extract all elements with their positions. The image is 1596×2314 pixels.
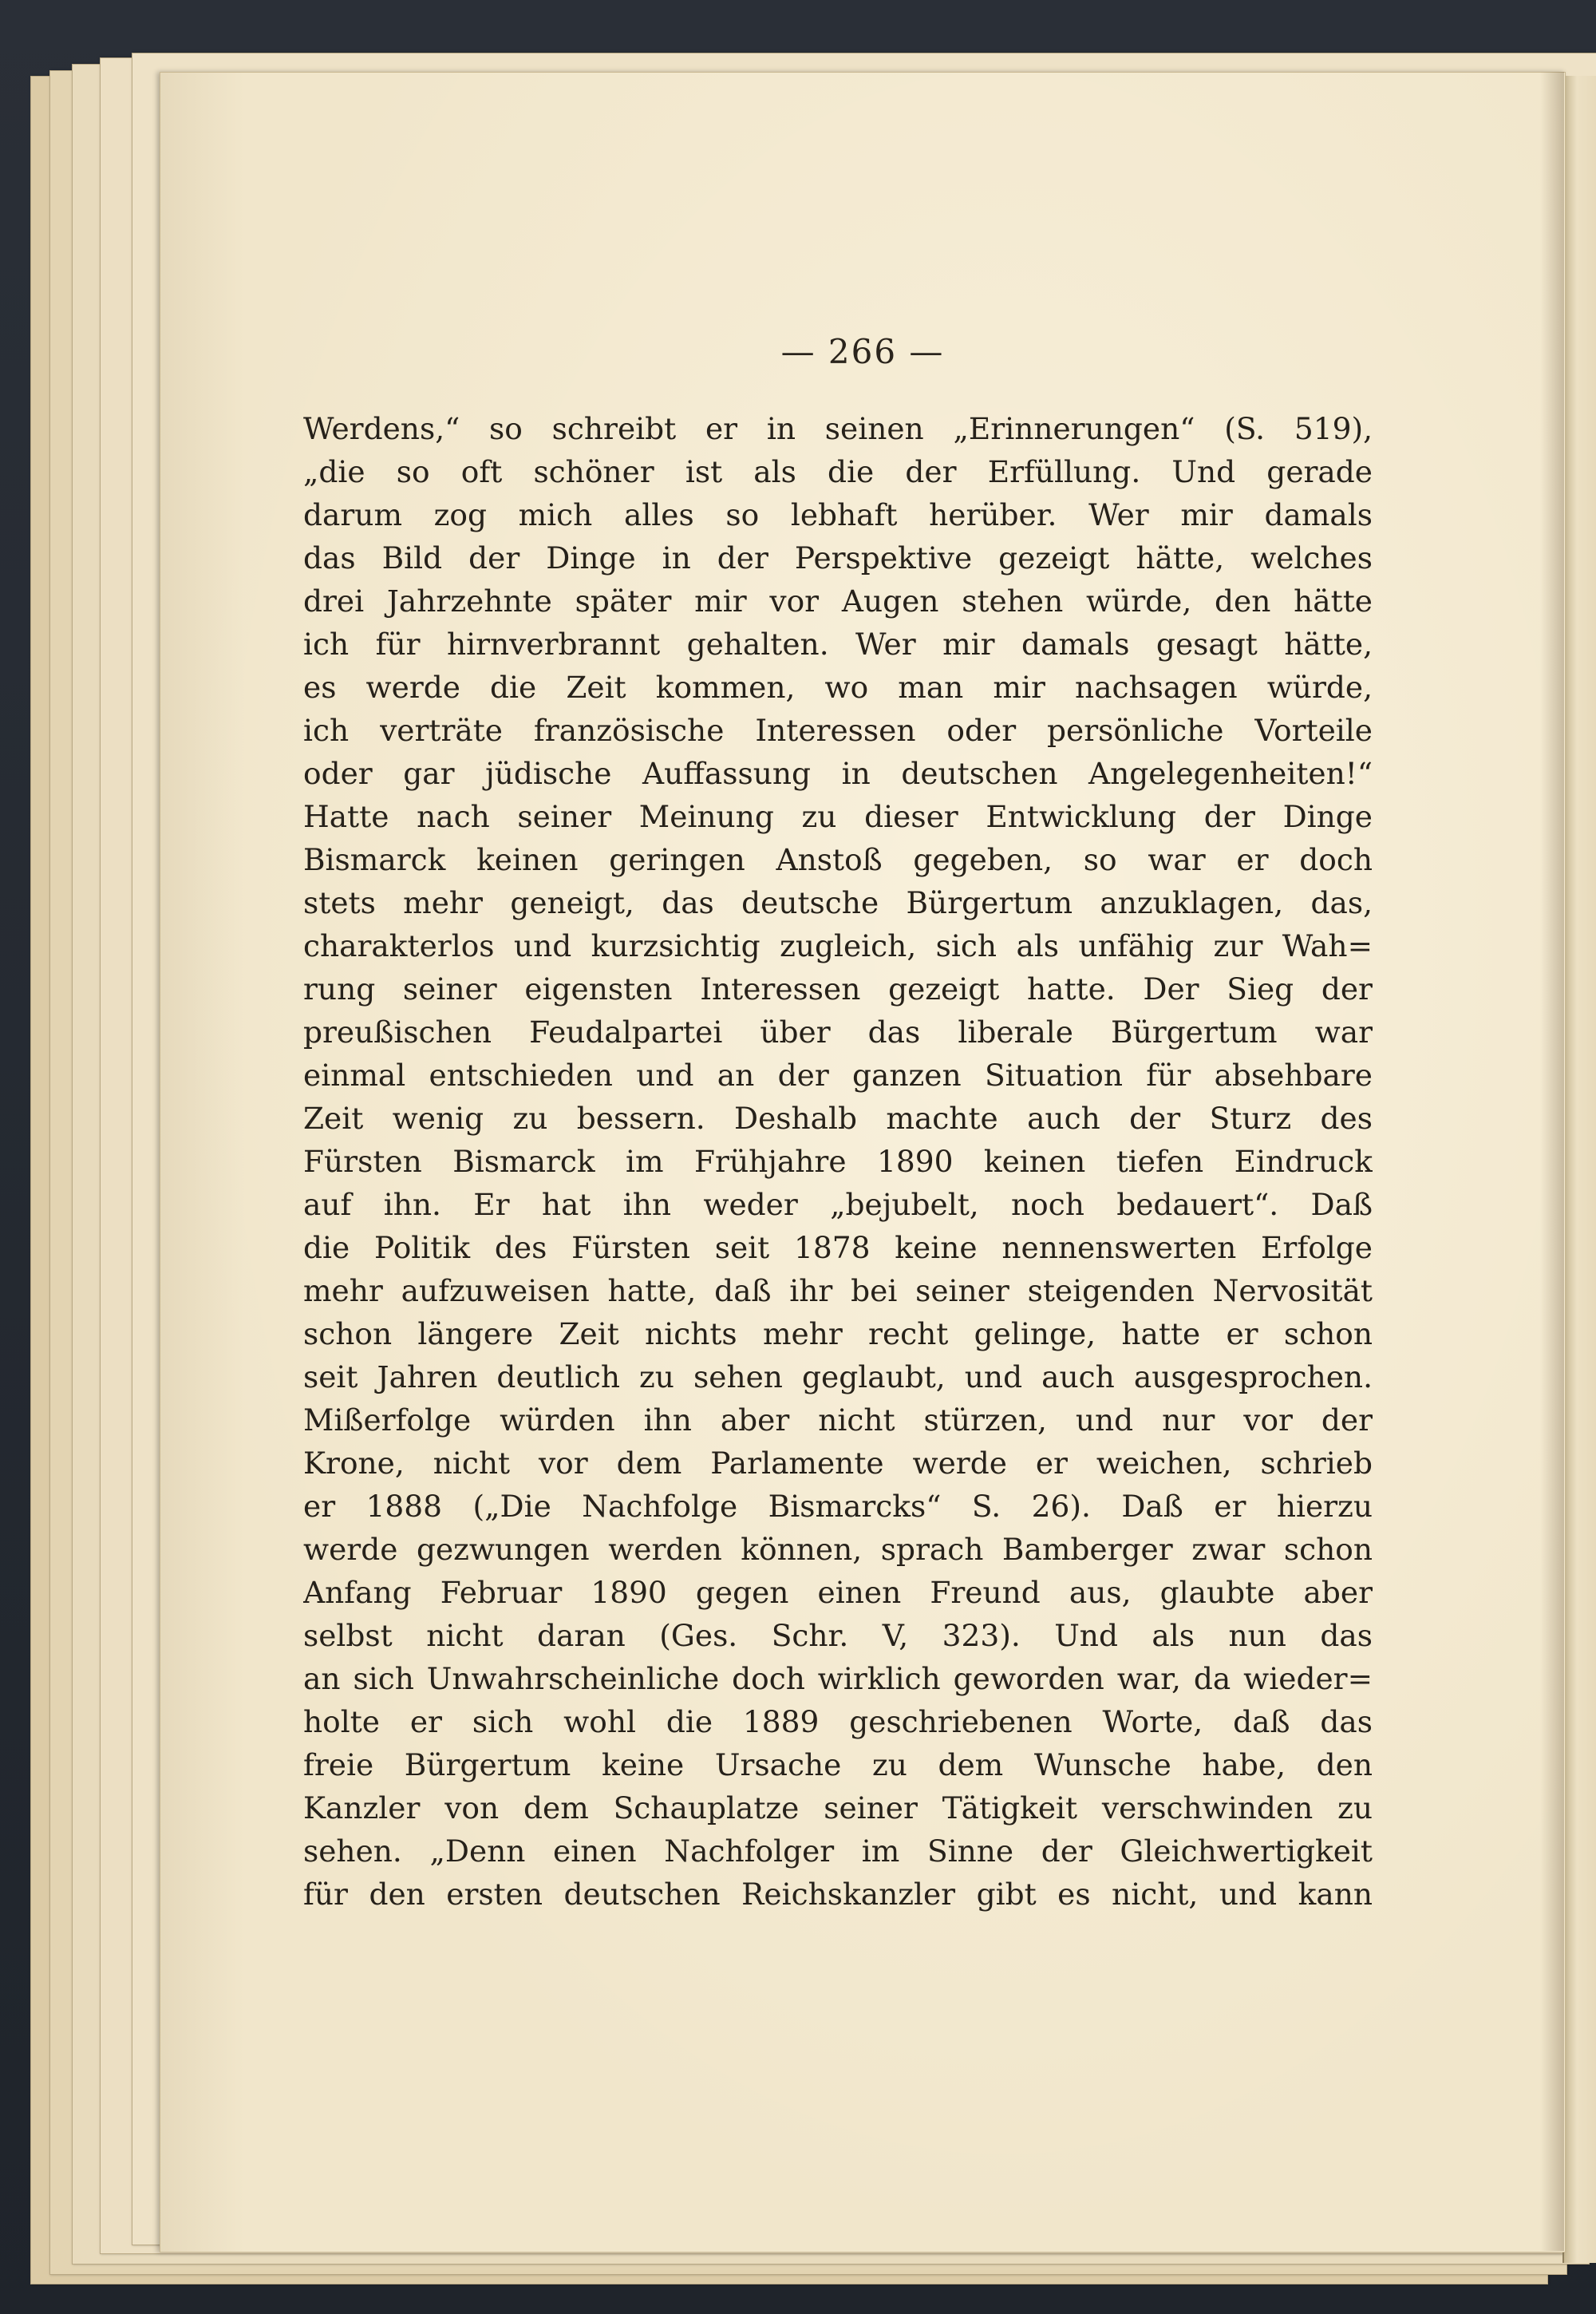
- text-line: Anfang Februar 1890 gegen einen Freund aus, glaubte aber: [303, 1575, 1373, 1610]
- text-line: rung seiner eigensten Interessen gezeigt hatte. Der Sieg der: [303, 971, 1373, 1007]
- text-line: selbst nicht daran (Ges. Schr. V, 323). Und als nun das: [303, 1618, 1373, 1653]
- text-line: auf ihn. Er hat ihn weder „bejubelt, noch bedauert“. Daß: [303, 1187, 1373, 1222]
- body-text: [303, 407, 1373, 1916]
- text-line: das Bild der Dinge in der Perspektive gezeigt hätte, welches: [303, 540, 1373, 576]
- text-line: Bismarck keinen geringen Anstoß gegeben, so war er doch: [303, 842, 1373, 877]
- text-line: „die so oft schöner ist als die der Erfüllung. Und gerade: [303, 454, 1373, 489]
- text-line: ich verträte französische Interessen oder persönliche Vorteile: [303, 713, 1373, 748]
- text-line: werde gezwungen werden können, sprach Bamberger zwar schon: [303, 1532, 1373, 1567]
- text-line: mehr aufzuweisen hatte, daß ihr bei seiner steigenden Nervosität: [303, 1273, 1373, 1308]
- text-line: einmal entschieden und an der ganzen Situation für absehbare: [303, 1058, 1373, 1093]
- text-line: seit Jahren deutlich zu sehen geglaubt, und auch ausgesprochen.: [303, 1359, 1373, 1394]
- text-line: Mißerfolge würden ihn aber nicht stürzen, und nur vor der: [303, 1402, 1373, 1438]
- page-number: — 266 —: [780, 332, 945, 371]
- text-line: freie Bürgertum keine Ursache zu dem Wunsche habe, den: [303, 1747, 1373, 1782]
- text-line: darum zog mich alles so lebhaft herüber. Wer mir damals: [303, 497, 1373, 532]
- text-line: sehen. „Denn einen Nachfolger im Sinne der Gleichwertigkeit: [303, 1833, 1373, 1869]
- text-line: es werde die Zeit kommen, wo man mir nachsagen würde,: [303, 670, 1373, 705]
- text-line: Fürsten Bismarck im Frühjahre 1890 keinen tiefen Eindruck: [303, 1144, 1373, 1179]
- text-line: Krone, nicht vor dem Parlamente werde er weichen, schrieb: [303, 1446, 1373, 1481]
- page-gutter: [1540, 72, 1564, 2251]
- text-line: er 1888 („Die Nachfolge Bismarcks“ S. 26). Daß er hierzu: [303, 1489, 1373, 1524]
- facing-page-edge: [1562, 76, 1596, 2263]
- text-line: an sich Unwahrscheinliche doch wirklich geworden war, da wieder=: [303, 1661, 1373, 1696]
- text-line: die Politik des Fürsten seit 1878 keine nennenswerten Erfolge: [303, 1230, 1373, 1265]
- text-line: schon längere Zeit nichts mehr recht gelinge, hatte er schon: [303, 1316, 1373, 1351]
- text-line: preußischen Feudalpartei über das liberale Bürgertum war: [303, 1015, 1373, 1050]
- text-line: für den ersten deutschen Reichskanzler gibt es nicht, und kann: [303, 1877, 1373, 1912]
- text-line: Zeit wenig zu bessern. Deshalb machte auch der Sturz des: [303, 1101, 1373, 1136]
- text-line: charakterlos und kurzsichtig zugleich, sich als unfähig zur Wah=: [303, 928, 1373, 963]
- text-line: holte er sich wohl die 1889 geschriebenen Worte, daß das: [303, 1704, 1373, 1739]
- text-line: Hatte nach seiner Meinung zu dieser Entwicklung der Dinge: [303, 799, 1373, 834]
- text-line: stets mehr geneigt, das deutsche Bürgertum anzuklagen, das,: [303, 885, 1373, 920]
- text-line: Werdens,“ so schreibt er in seinen „Erinnerungen“ (S. 519),: [303, 411, 1373, 446]
- text-line: oder gar jüdische Auffassung in deutschen Angelegenheiten!“: [303, 756, 1373, 791]
- text-line: ich für hirnverbrannt gehalten. Wer mir damals gesagt hätte,: [303, 627, 1373, 662]
- text-line: Kanzler von dem Schauplatze seiner Tätigkeit verschwinden zu: [303, 1790, 1373, 1825]
- text-line: drei Jahrzehnte später mir vor Augen stehen würde, den hätte: [303, 583, 1373, 619]
